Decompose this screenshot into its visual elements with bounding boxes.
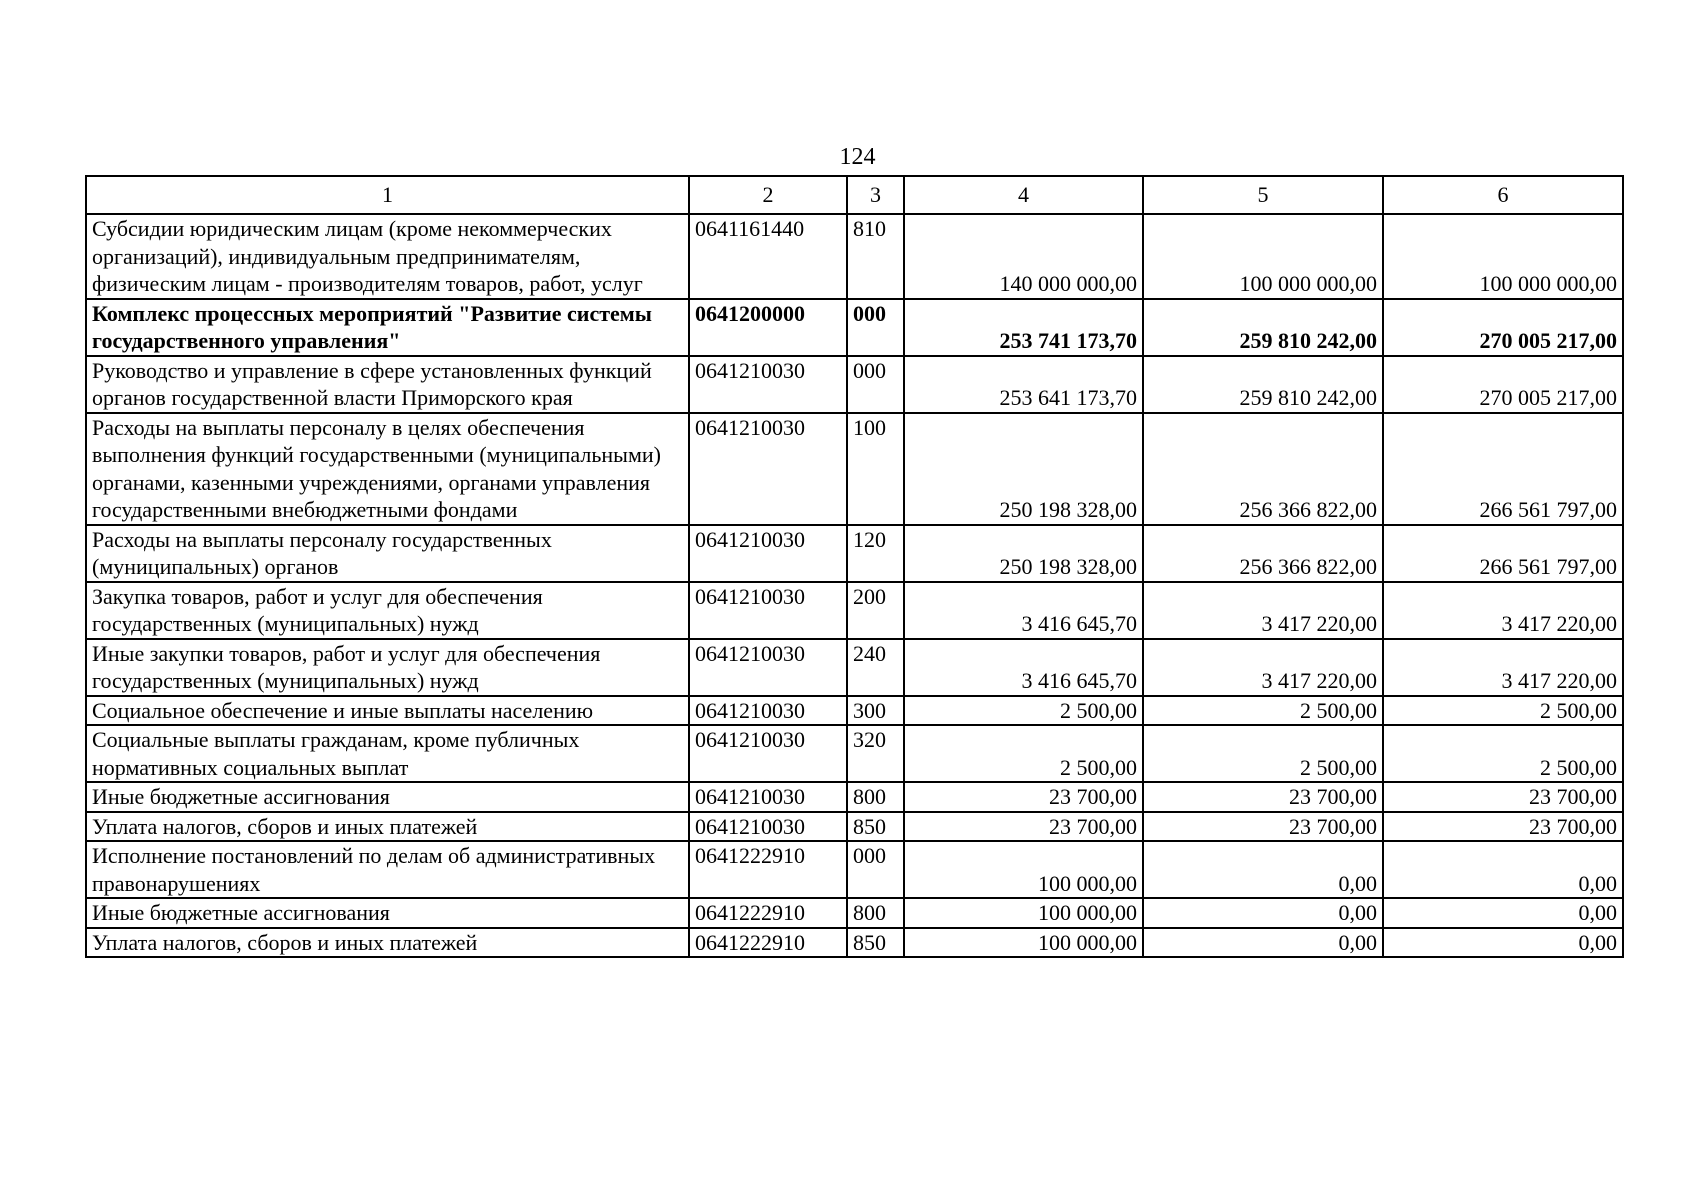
header-col-5: 5	[1143, 176, 1383, 214]
row-value-5: 3 417 220,00	[1143, 639, 1383, 696]
row-expense-type: 100	[847, 413, 904, 525]
row-value-6: 2 500,00	[1383, 696, 1623, 726]
row-code: 0641210030	[689, 696, 847, 726]
row-expense-type: 120	[847, 525, 904, 582]
row-value-4: 253 641 173,70	[904, 356, 1143, 413]
table-row	[86, 725, 1623, 782]
row-expense-type: 850	[847, 812, 904, 842]
row-name: Закупка товаров, работ и услуг для обеспечения государственных (муниципальных) нужд	[86, 582, 689, 639]
row-name: Руководство и управление в сфере установленных функций органов государственной власти Приморского края	[86, 356, 689, 413]
row-code: 0641200000	[689, 299, 847, 356]
header-col-2: 2	[689, 176, 847, 214]
row-name: Уплата налогов, сборов и иных платежей	[86, 928, 689, 958]
row-value-4: 23 700,00	[904, 782, 1143, 812]
row-expense-type: 240	[847, 639, 904, 696]
row-value-5: 256 366 822,00	[1143, 413, 1383, 525]
row-value-6: 266 561 797,00	[1383, 525, 1623, 582]
row-value-5: 2 500,00	[1143, 696, 1383, 726]
row-value-5: 100 000 000,00	[1143, 214, 1383, 299]
table-row	[86, 356, 1623, 413]
row-code: 0641210030	[689, 782, 847, 812]
table-row	[86, 898, 1623, 928]
row-code: 0641210030	[689, 525, 847, 582]
row-code: 0641210030	[689, 356, 847, 413]
row-name: Уплата налогов, сборов и иных платежей	[86, 812, 689, 842]
row-value-5: 256 366 822,00	[1143, 525, 1383, 582]
row-value-5: 0,00	[1143, 928, 1383, 958]
row-name: Расходы на выплаты персоналу в целях обеспечения выполнения функций государственными (муниципальными) органами, казенными учреждениями, органами управления государственными внебюджетными фондами	[86, 413, 689, 525]
row-expense-type: 000	[847, 356, 904, 413]
row-value-6: 0,00	[1383, 928, 1623, 958]
row-name: Исполнение постановлений по делам об административных правонарушениях	[86, 841, 689, 898]
row-value-4: 100 000,00	[904, 898, 1143, 928]
row-value-6: 100 000 000,00	[1383, 214, 1623, 299]
row-value-6: 0,00	[1383, 841, 1623, 898]
table-row	[86, 782, 1623, 812]
table-row	[86, 841, 1623, 898]
table-row	[86, 413, 1623, 525]
row-value-6: 2 500,00	[1383, 725, 1623, 782]
table-row	[86, 525, 1623, 582]
row-value-6: 270 005 217,00	[1383, 299, 1623, 356]
row-expense-type: 810	[847, 214, 904, 299]
row-value-5: 23 700,00	[1143, 782, 1383, 812]
row-value-5: 3 417 220,00	[1143, 582, 1383, 639]
row-value-5: 23 700,00	[1143, 812, 1383, 842]
row-value-4: 100 000,00	[904, 841, 1143, 898]
row-expense-type: 000	[847, 299, 904, 356]
row-expense-type: 800	[847, 898, 904, 928]
row-value-4: 3 416 645,70	[904, 639, 1143, 696]
row-value-6: 23 700,00	[1383, 812, 1623, 842]
header-row	[86, 176, 1623, 214]
row-value-4: 250 198 328,00	[904, 525, 1143, 582]
row-code: 0641210030	[689, 639, 847, 696]
row-value-4: 250 198 328,00	[904, 413, 1143, 525]
row-code: 0641210030	[689, 725, 847, 782]
row-name: Комплекс процессных мероприятий "Развитие системы государственного управления"	[86, 299, 689, 356]
row-value-4: 2 500,00	[904, 725, 1143, 782]
header-col-4: 4	[904, 176, 1143, 214]
table-row	[86, 582, 1623, 639]
table-row	[86, 639, 1623, 696]
row-code: 0641222910	[689, 898, 847, 928]
row-value-4: 100 000,00	[904, 928, 1143, 958]
row-value-5: 259 810 242,00	[1143, 299, 1383, 356]
row-value-6: 23 700,00	[1383, 782, 1623, 812]
header-col-3: 3	[847, 176, 904, 214]
row-value-4: 23 700,00	[904, 812, 1143, 842]
row-value-6: 266 561 797,00	[1383, 413, 1623, 525]
row-value-5: 259 810 242,00	[1143, 356, 1383, 413]
row-value-6: 3 417 220,00	[1383, 639, 1623, 696]
row-value-5: 0,00	[1143, 841, 1383, 898]
row-name: Иные закупки товаров, работ и услуг для обеспечения государственных (муниципальных) нужд	[86, 639, 689, 696]
row-expense-type: 000	[847, 841, 904, 898]
row-value-6: 270 005 217,00	[1383, 356, 1623, 413]
row-code: 0641210030	[689, 413, 847, 525]
row-expense-type: 320	[847, 725, 904, 782]
row-code: 0641210030	[689, 582, 847, 639]
row-expense-type: 850	[847, 928, 904, 958]
row-expense-type: 800	[847, 782, 904, 812]
row-value-4: 2 500,00	[904, 696, 1143, 726]
row-code: 0641222910	[689, 841, 847, 898]
header-col-6: 6	[1383, 176, 1623, 214]
table-row	[86, 812, 1623, 842]
header-col-1: 1	[86, 176, 689, 214]
row-code: 0641161440	[689, 214, 847, 299]
row-code: 0641222910	[689, 928, 847, 958]
row-name: Социальное обеспечение и иные выплаты населению	[86, 696, 689, 726]
row-expense-type: 200	[847, 582, 904, 639]
row-value-5: 0,00	[1143, 898, 1383, 928]
row-code: 0641210030	[689, 812, 847, 842]
row-value-5: 2 500,00	[1143, 725, 1383, 782]
table-row	[86, 696, 1623, 726]
row-name: Иные бюджетные ассигнования	[86, 782, 689, 812]
table-row	[86, 928, 1623, 958]
row-value-4: 140 000 000,00	[904, 214, 1143, 299]
row-value-4: 253 741 173,70	[904, 299, 1143, 356]
row-name: Расходы на выплаты персоналу государственных (муниципальных) органов	[86, 525, 689, 582]
row-expense-type: 300	[847, 696, 904, 726]
table-row	[86, 299, 1623, 356]
row-value-4: 3 416 645,70	[904, 582, 1143, 639]
row-name: Социальные выплаты гражданам, кроме публичных нормативных социальных выплат	[86, 725, 689, 782]
budget-table	[85, 175, 1624, 958]
row-value-6: 0,00	[1383, 898, 1623, 928]
row-value-6: 3 417 220,00	[1383, 582, 1623, 639]
table-row	[86, 214, 1623, 299]
row-name: Субсидии юридическим лицам (кроме некоммерческих организаций), индивидуальным предпринимателям, физическим лицам - производителям товаров, работ, услуг	[86, 214, 689, 299]
row-name: Иные бюджетные ассигнования	[86, 898, 689, 928]
page-number: 124	[839, 144, 876, 170]
